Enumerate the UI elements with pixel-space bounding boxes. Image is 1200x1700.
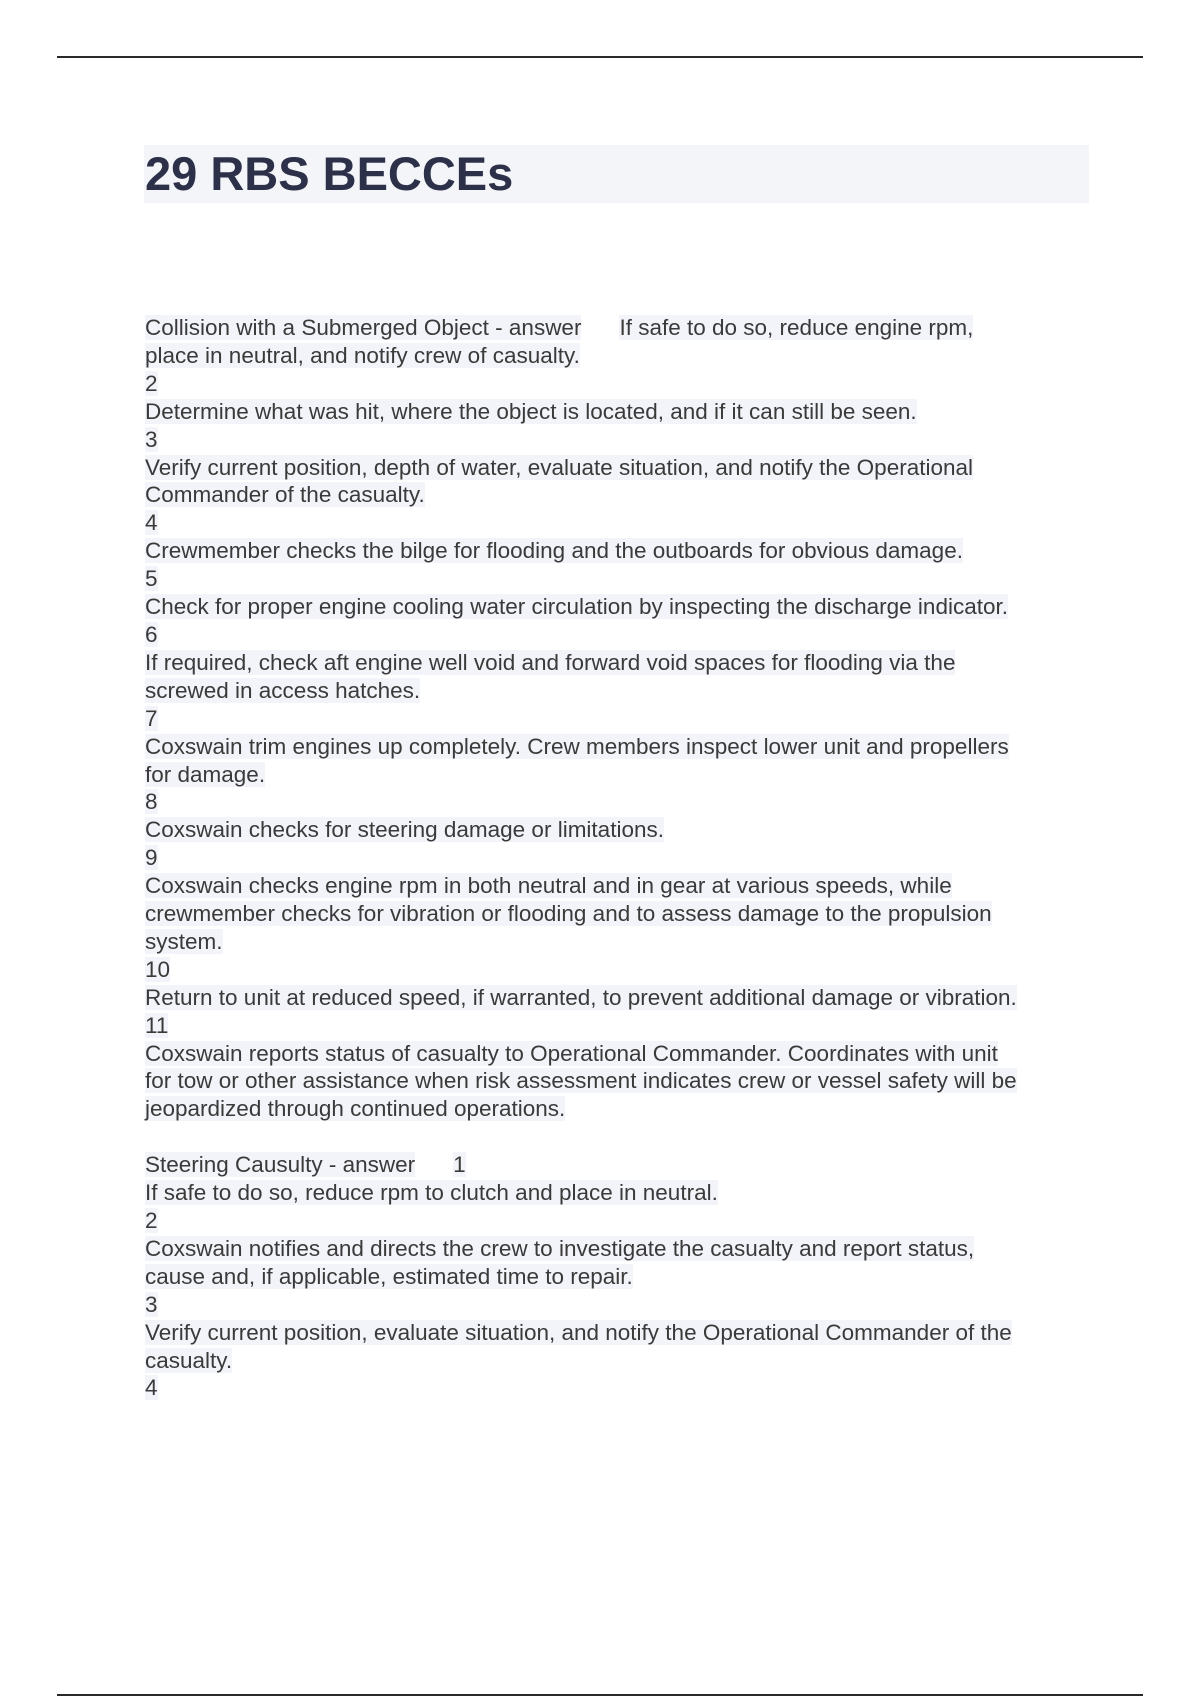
card-answer-text: Coxswain reports status of casualty to Operational Commander. Coordinates with unit [145, 1040, 998, 1066]
card-line [145, 1040, 1095, 1068]
card-line [145, 928, 1095, 956]
card-line [145, 1291, 1095, 1319]
flashcard-list [145, 314, 1095, 1402]
card-line [145, 872, 1095, 900]
card-answer-text: 9 [145, 845, 158, 871]
card-answer-text: jeopardized through continued operations. [145, 1096, 566, 1122]
card-answer-text: 5 [145, 566, 158, 592]
card-line [145, 844, 1095, 872]
card-answer-text: 7 [145, 705, 158, 731]
card-answer-text: 10 [145, 956, 171, 982]
header-rule [57, 56, 1143, 58]
card-line [145, 593, 1095, 621]
card-line [145, 788, 1095, 816]
flashcard [145, 314, 1095, 1123]
card-answer-text: cause and, if applicable, estimated time to repair. [145, 1263, 633, 1289]
flashcard [145, 1151, 1095, 1402]
card-answer-start: 1 [453, 1152, 466, 1178]
card-line [145, 1235, 1095, 1263]
card-answer-text: 2 [145, 1207, 158, 1233]
card-answer-text: 11 [145, 1012, 169, 1038]
card-answer-text: 4 [145, 1375, 158, 1401]
card-answer-start: If safe to do so, reduce engine rpm, [619, 315, 974, 340]
card-line [145, 342, 1095, 370]
card-answer-text: Determine what was hit, where the object is located, and if it can still be seen. [145, 398, 917, 424]
card-line [145, 1374, 1095, 1402]
card-answer-text: Check for proper engine cooling water circulation by inspecting the discharge indicator. [145, 594, 1008, 620]
card-line [145, 426, 1095, 454]
card-line [145, 621, 1095, 649]
card-answer-text: Coxswain checks for steering damage or limitations. [145, 817, 664, 843]
card-line [145, 761, 1095, 789]
card-answer-text: casualty. [145, 1347, 233, 1373]
card-answer-text: If safe to do so, reduce rpm to clutch and place in neutral. [145, 1180, 718, 1206]
card-answer-text: 4 [145, 510, 158, 536]
card-answer-text: 3 [145, 426, 158, 452]
card-line [145, 565, 1095, 593]
card-answer-text: Coxswain trim engines up completely. Crew members inspect lower unit and propellers [145, 733, 1009, 759]
card-line [145, 900, 1095, 928]
card-line [145, 1347, 1095, 1375]
card-answer-text: Verify current position, evaluate situation, and notify the Operational Commander of the [145, 1319, 1012, 1345]
card-line [145, 1207, 1095, 1235]
card-line [145, 537, 1095, 565]
card-answer-text: Commander of the casualty. [145, 482, 425, 508]
card-answer-text: for damage. [145, 761, 266, 787]
card-line [145, 1319, 1095, 1347]
card-answer-text: Coxswain checks engine rpm in both neutral and in gear at various speeds, while [145, 873, 952, 899]
card-term: Collision with a Submerged Object - answer [145, 315, 582, 340]
card-line [145, 733, 1095, 761]
card-answer-text: screwed in access hatches. [145, 677, 421, 703]
card-term: Steering Causulty - answer [145, 1152, 416, 1178]
card-answer-text: Coxswain notifies and directs the crew to investigate the casualty and report status, [145, 1235, 975, 1261]
card-line [145, 1067, 1095, 1095]
card-line [145, 956, 1095, 984]
card-answer-text: Return to unit at reduced speed, if warranted, to prevent additional damage or vibration. [145, 984, 1017, 1010]
card-line [145, 454, 1095, 482]
card-answer-text: crewmember checks for vibration or flooding and to assess damage to the propulsion [145, 901, 992, 927]
card-line [145, 1095, 1095, 1123]
card-answer-text: for tow or other assistance when risk assessment indicates crew or vessel safety will be [145, 1068, 1017, 1094]
card-answer-text: 3 [145, 1291, 158, 1317]
card-answer-text: 2 [145, 370, 158, 396]
card-line [145, 509, 1095, 537]
footer-rule [57, 1694, 1143, 1696]
card-line [145, 677, 1095, 705]
card-line [145, 1263, 1095, 1291]
card-line [145, 816, 1095, 844]
card-line [145, 649, 1095, 677]
card-line [145, 398, 1095, 426]
card-answer-text: Crewmember checks the bilge for flooding and the outboards for obvious damage. [145, 538, 963, 564]
card-line [145, 705, 1095, 733]
card-line [145, 481, 1095, 509]
card-line [145, 1151, 1095, 1179]
card-answer-text: 8 [145, 789, 158, 815]
card-line [145, 984, 1095, 1012]
card-line [145, 1179, 1095, 1207]
document-title: 29 RBS BECCEs [144, 145, 1089, 203]
card-line [145, 1012, 1095, 1040]
card-answer-text: system. [145, 928, 223, 954]
card-answer-text: If required, check aft engine well void and forward void spaces for flooding via the [145, 649, 956, 675]
card-line [145, 370, 1095, 398]
card-answer-text: 6 [145, 621, 158, 647]
card-answer-text: place in neutral, and notify crew of casualty. [145, 342, 580, 368]
card-line [145, 314, 1095, 342]
card-answer-text: Verify current position, depth of water, evaluate situation, and notify the Operational [145, 454, 974, 480]
